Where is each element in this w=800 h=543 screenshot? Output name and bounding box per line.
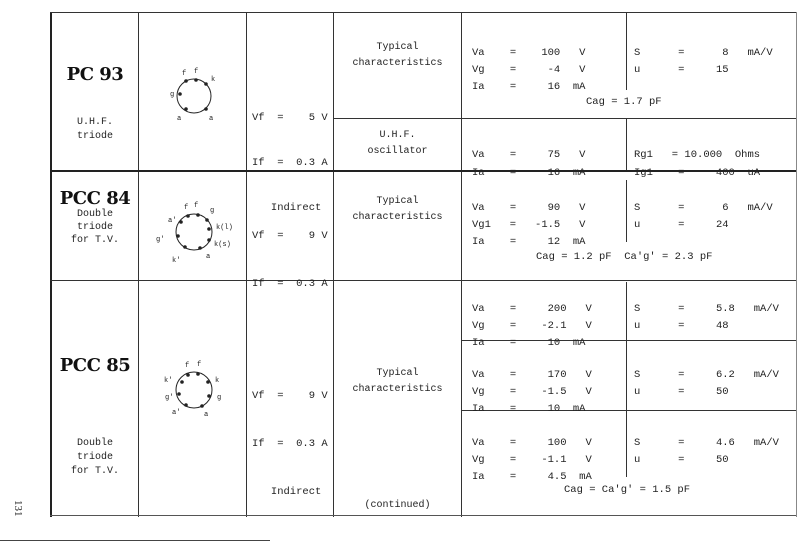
- svg-text:g': g': [165, 394, 174, 402]
- tube-name-pc93: PC 93: [66, 64, 124, 85]
- note-pcc85: Cag = Ca'g' = 1.5 pF: [564, 484, 691, 496]
- category-pc93-typical: Typical characteristics: [352, 42, 443, 69]
- svg-text:f: f: [182, 70, 187, 78]
- values-pcc85-c-right: S = 4.6 mA/V u = 50: [634, 437, 779, 466]
- heater-pc93: Vf = 5 V If = 0.3 A Indirect: [252, 112, 328, 214]
- values-pcc84-left: Va = 90 V Vg1 = -1.5 V Ia = 12 mA: [472, 202, 586, 248]
- pin-diagram-pcc84: [152, 196, 242, 268]
- svg-text:k(s): k(s): [214, 241, 231, 249]
- note-pcc84: Cag = 1.2 pF Ca'g' = 2.3 pF: [536, 251, 713, 263]
- svg-text:a: a: [177, 115, 182, 123]
- svg-text:f: f: [197, 361, 202, 369]
- svg-text:g: g: [217, 394, 222, 402]
- svg-text:a: a: [209, 115, 214, 123]
- pin-diagram-pc93: [160, 64, 230, 124]
- category-pcc85-typical: Typical characteristics: [352, 368, 443, 395]
- note-pc93: Cag = 1.7 pF: [586, 96, 662, 108]
- page-number: 131: [12, 500, 24, 517]
- values-pcc85-c-left: Va = 100 V Vg = -1.1 V Ia = 4.5 mA: [472, 437, 592, 483]
- pin-diagram-pcc85: [156, 358, 236, 420]
- tube-name-pcc85: PCC 85: [59, 355, 131, 376]
- svg-text:a: a: [204, 411, 209, 419]
- svg-text:k: k: [211, 76, 216, 84]
- svg-text:g: g: [210, 207, 215, 215]
- values-pc93-oscillator-right: Rg1 = 10.000 Ohms Ig1 = 400 uA: [634, 149, 761, 179]
- tube-description-pc93: U.H.F. triode: [76, 117, 113, 142]
- svg-text:a': a': [172, 409, 181, 417]
- svg-text:a: a: [206, 253, 211, 261]
- tube-name-pcc84: PCC 84: [59, 188, 131, 209]
- values-pcc85-a-left: Va = 200 V Vg = -2.1 V Ia = 10 mA: [472, 303, 592, 349]
- svg-text:k(l): k(l): [216, 224, 233, 232]
- svg-text:k: k: [215, 377, 220, 385]
- svg-text:g: g: [170, 91, 175, 99]
- values-pc93-typical-left: Va = 100 V Vg = -4 V Ia = 16 mA: [472, 47, 586, 93]
- category-pcc84-typical: Typical characteristics: [352, 196, 443, 223]
- tube-description-pcc84: Double triode for T.V.: [70, 209, 119, 246]
- svg-text:f: f: [184, 204, 189, 212]
- values-pc93-oscillator-left: Va = 75 V Ia = 16 mA: [472, 149, 586, 179]
- svg-text:g': g': [156, 236, 165, 244]
- svg-text:a': a': [168, 217, 177, 225]
- values-pc93-typical-right: S = 8 mA/V u = 15: [634, 47, 773, 76]
- tube-description-pcc85: Double triode for T.V.: [70, 438, 119, 477]
- svg-text:f: f: [194, 202, 199, 210]
- heater-pcc84: Vf = 9 V If = 0.3 A: [252, 230, 328, 290]
- svg-text:f: f: [185, 362, 190, 370]
- values-pcc85-b-left: Va = 170 V Vg = -1.5 V Ia = 10 mA: [472, 369, 592, 415]
- heater-pcc85: Vf = 9 V If = 0.3 A Indirect: [252, 390, 328, 498]
- svg-text:f: f: [194, 68, 199, 76]
- svg-text:k': k': [164, 377, 173, 385]
- values-pcc84-right: S = 6 mA/V u = 24: [634, 202, 773, 231]
- values-pcc85-b-right: S = 6.2 mA/V u = 50: [634, 369, 779, 398]
- svg-text:k': k': [172, 257, 181, 265]
- continued-label: (continued): [364, 500, 431, 511]
- category-pc93-oscillator: U.H.F. oscillator: [367, 130, 428, 157]
- values-pcc85-a-right: S = 5.8 mA/V u = 48: [634, 303, 779, 332]
